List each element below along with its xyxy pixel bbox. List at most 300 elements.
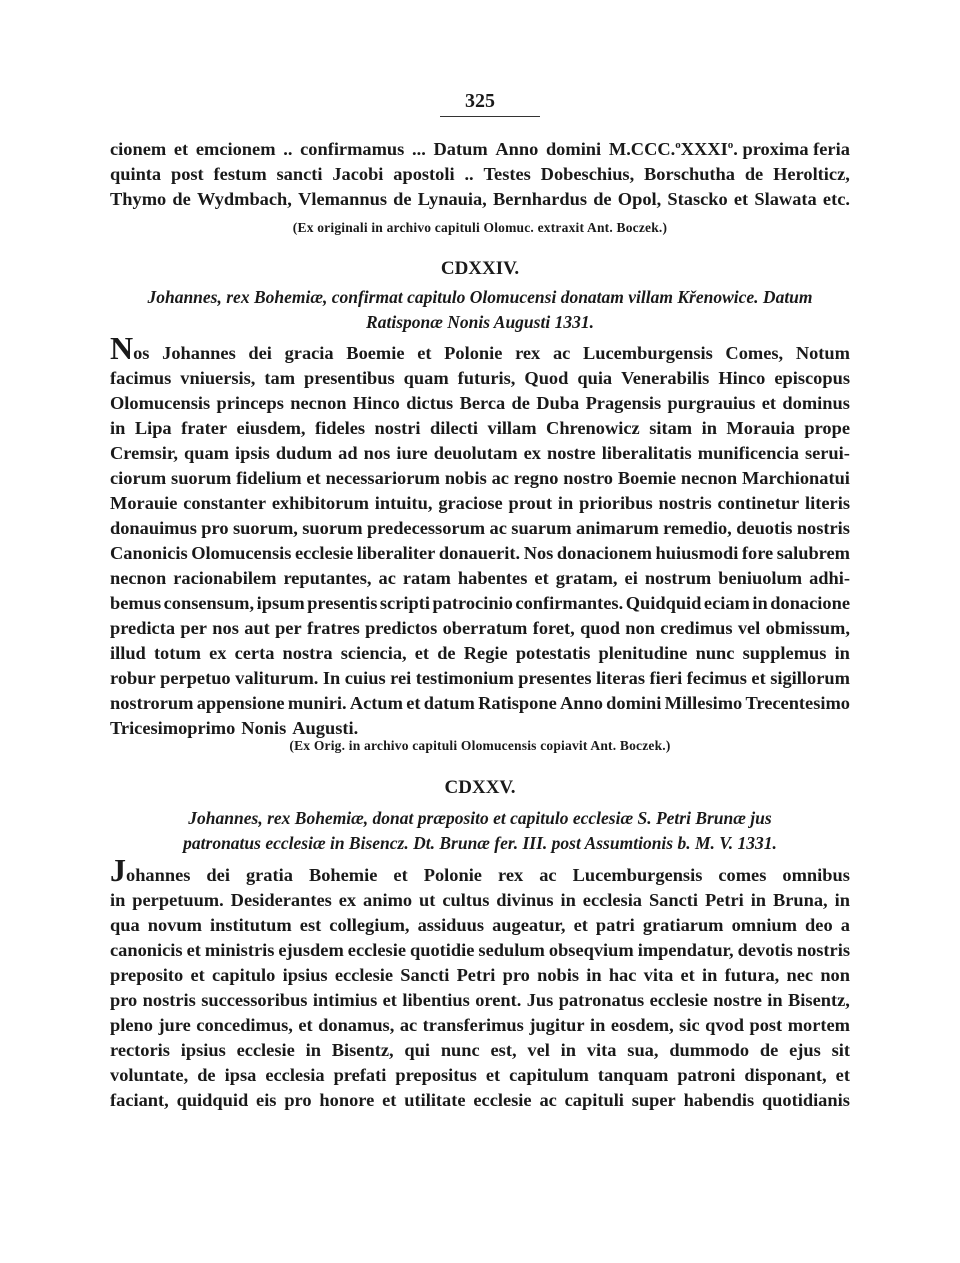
word: Slawata xyxy=(754,189,817,209)
word: Quidquid xyxy=(625,593,702,613)
word-group xyxy=(609,137,850,162)
word: certa xyxy=(234,643,275,663)
word: liberaliter xyxy=(356,543,436,563)
word: necnon xyxy=(110,568,167,588)
word: remedio, xyxy=(663,518,732,538)
word: sic xyxy=(679,1015,700,1035)
word: ac xyxy=(399,1015,418,1035)
drop-initial: N xyxy=(110,330,134,366)
word: omnibus xyxy=(782,865,850,885)
word: Olomucensis xyxy=(110,393,211,413)
word: ohannes xyxy=(126,865,191,885)
word: nostre xyxy=(713,990,762,1010)
word: Canonicis xyxy=(110,543,188,563)
word: continetur xyxy=(717,493,800,513)
word: in xyxy=(752,593,768,613)
word: gracia xyxy=(284,343,334,363)
word: Lipa xyxy=(134,418,172,438)
word: libentius xyxy=(402,990,470,1010)
word: Nos xyxy=(523,543,554,563)
doc-424-body xyxy=(110,330,850,741)
word: comes xyxy=(718,865,767,885)
word: graciose xyxy=(438,493,503,513)
word: suorum xyxy=(171,468,232,488)
word: Borschutha xyxy=(644,164,735,184)
word: et xyxy=(751,668,766,688)
word: datum xyxy=(423,693,475,713)
word: Nonis xyxy=(241,718,287,738)
word: salubrem xyxy=(776,543,850,563)
doc-425-body xyxy=(110,852,850,1113)
word: Boemie xyxy=(346,343,405,363)
body-line xyxy=(110,541,850,566)
word: dudum xyxy=(275,443,333,463)
word: quia xyxy=(577,368,613,388)
word: de xyxy=(511,393,530,413)
word: presentes xyxy=(518,668,592,688)
word: in xyxy=(557,493,574,513)
word: Petri xyxy=(704,890,744,910)
word: jugitur xyxy=(529,1015,585,1035)
word: Jacobi xyxy=(332,164,384,184)
word: et xyxy=(190,965,205,985)
word: Cremsir, xyxy=(110,443,178,463)
word: per xyxy=(275,618,302,638)
body-line xyxy=(110,666,850,691)
word: cionem xyxy=(110,139,167,159)
word: ex xyxy=(338,890,357,910)
word: animo xyxy=(363,890,413,910)
body-line xyxy=(110,516,850,541)
word: Boemie xyxy=(617,468,677,488)
word: exhibitorum xyxy=(271,493,369,513)
word: post xyxy=(749,1015,783,1035)
word: Lucemburgensis xyxy=(582,343,713,363)
word: in xyxy=(305,1040,321,1060)
word: Actum xyxy=(349,693,403,713)
word: consensum, xyxy=(163,593,255,613)
word: cuius xyxy=(344,668,386,688)
word: prefati xyxy=(333,1065,387,1085)
word: Petri xyxy=(456,965,496,985)
word: rex xyxy=(515,343,541,363)
word: collegium, xyxy=(329,915,410,935)
word: muniri. xyxy=(287,693,347,713)
word: et xyxy=(298,1015,313,1035)
word: etc. xyxy=(822,189,850,209)
word: et xyxy=(733,189,749,209)
word: a xyxy=(840,915,850,935)
word: os xyxy=(133,343,150,363)
word: in xyxy=(590,1015,606,1035)
word: confirmantes. xyxy=(515,593,624,613)
word: nec xyxy=(786,965,814,985)
intro-source-note: (Ex originali in archivo capituli Olomuc. extraxit Ant. Boczek.) xyxy=(292,220,668,235)
word: qua xyxy=(110,915,140,935)
word: et xyxy=(306,468,321,488)
word: Dobeschius, xyxy=(540,164,635,184)
body-line xyxy=(110,1088,850,1113)
doc-424-heading: CDXXIV. xyxy=(440,258,520,279)
word: donauimus xyxy=(110,518,197,538)
doc-424-caption-line-1: Johannes, rex Bohemiæ, confirmat capitulo Olomucensi donatam villam Křenowice. Datum xyxy=(147,287,813,307)
body-line xyxy=(110,913,850,938)
word: nostro xyxy=(563,468,613,488)
word: ejusdem xyxy=(278,940,344,960)
word: Chrenowicz xyxy=(546,418,640,438)
intro-text xyxy=(110,137,850,212)
word: ex xyxy=(209,643,227,663)
word: faciant, xyxy=(110,1090,169,1110)
word: tam xyxy=(264,368,296,388)
doc-425-caption-line-2: patronatus ecclesiæ in Bisencz. Dt. Brunæ fer. III. post Assumtionis b. M. V. 1331. xyxy=(183,833,777,853)
word: Augusti. xyxy=(292,718,359,738)
word: Millesimo xyxy=(664,693,743,713)
word: necnon xyxy=(290,393,347,413)
word: ecclesie xyxy=(347,940,406,960)
word: bemus xyxy=(110,593,162,613)
word: festum xyxy=(213,164,267,184)
word: Lucemburgensis xyxy=(572,865,703,885)
word: habentes xyxy=(457,568,528,588)
word: ad xyxy=(338,443,358,463)
word: eosdem, xyxy=(610,1015,674,1035)
word: et xyxy=(485,1065,501,1085)
word: Berca xyxy=(459,393,506,413)
word: Venerabilis xyxy=(621,368,710,388)
word: Polonie xyxy=(444,343,503,363)
word: Bisentz, xyxy=(331,1040,394,1060)
word: futura, xyxy=(724,965,780,985)
word: rex xyxy=(497,865,524,885)
body-line xyxy=(110,441,850,466)
word: in xyxy=(110,890,126,910)
word: foret, xyxy=(532,618,575,638)
page-number: 325 xyxy=(465,90,495,112)
word: divinus xyxy=(496,890,554,910)
word: nunc xyxy=(695,643,735,663)
word: Anno xyxy=(495,139,539,159)
word: adhi- xyxy=(809,568,850,588)
word: Desiderantes xyxy=(230,890,332,910)
word: ac xyxy=(378,568,396,588)
body-line xyxy=(110,1038,850,1063)
body-line xyxy=(110,988,850,1013)
word: fecimus xyxy=(686,668,747,688)
word: deuolutam xyxy=(433,443,518,463)
word: et xyxy=(534,568,549,588)
word: quam xyxy=(184,443,229,463)
word: sitam xyxy=(649,418,693,438)
word: omnium xyxy=(731,915,797,935)
word: habendis xyxy=(683,1090,755,1110)
word: in xyxy=(560,890,576,910)
word: novum xyxy=(147,915,202,935)
body-line xyxy=(110,852,850,888)
word: nostris xyxy=(796,518,850,538)
word: suarum xyxy=(511,518,572,538)
word: constanter xyxy=(183,493,266,513)
word: prope xyxy=(804,418,850,438)
word: ecclesia xyxy=(582,890,643,910)
word: valiturum. xyxy=(235,668,319,688)
word: aut xyxy=(244,618,270,638)
word-with-initial xyxy=(110,330,150,366)
word: ecclesie xyxy=(236,1040,295,1060)
word: capitulo xyxy=(212,965,276,985)
word: Jus xyxy=(526,990,554,1010)
word: ecclesia xyxy=(265,1065,325,1085)
word: munificencia xyxy=(697,443,799,463)
word: liberalitatis xyxy=(601,443,692,463)
word: Notum xyxy=(795,343,850,363)
word: fideles xyxy=(315,418,366,438)
word: ei xyxy=(624,568,638,588)
word: Morauie xyxy=(110,493,178,513)
word: potestatis xyxy=(515,643,591,663)
word: et xyxy=(173,139,189,159)
word: ac xyxy=(491,468,509,488)
word: nobis xyxy=(537,965,580,985)
word: nos xyxy=(212,618,239,638)
word: donacione xyxy=(770,593,850,613)
word: in xyxy=(110,418,126,438)
word: rei xyxy=(390,668,412,688)
word: ecclesie xyxy=(473,1090,532,1110)
word: quam xyxy=(403,368,449,388)
word: nostra xyxy=(282,643,333,663)
doc-424-caption-line-2: Ratisponæ Nonis Augusti 1331. xyxy=(366,312,594,332)
word: rectoris xyxy=(110,1040,170,1060)
word: Johannes xyxy=(162,343,236,363)
word: et xyxy=(393,865,408,885)
word: successoribus xyxy=(201,990,308,1010)
word: Ratispone xyxy=(478,693,557,713)
word: ipsum xyxy=(256,593,305,613)
word: de xyxy=(172,189,191,209)
word: et xyxy=(414,643,430,663)
word: in xyxy=(586,965,602,985)
body-line xyxy=(110,938,850,963)
word: ejus xyxy=(789,1040,821,1060)
word: vita xyxy=(586,1040,617,1060)
word: gratam, xyxy=(555,568,618,588)
word: dominus xyxy=(782,393,850,413)
doc-425-caption xyxy=(110,806,850,856)
body-line xyxy=(110,1063,850,1088)
word: Opol, xyxy=(617,189,662,209)
word: mortem xyxy=(787,1015,850,1035)
word: eis xyxy=(256,1090,277,1110)
word: Hinco xyxy=(352,393,400,413)
word: fratres xyxy=(306,618,360,638)
word: Bisentz, xyxy=(788,990,850,1010)
word: .. xyxy=(283,139,293,159)
word: nostris xyxy=(796,940,850,960)
word: credimus xyxy=(660,618,733,638)
word: ratam xyxy=(402,568,451,588)
body-line xyxy=(110,616,850,641)
word: obseqvium xyxy=(548,940,634,960)
doc-425-heading: CDXXV. xyxy=(444,777,516,798)
word: nobis xyxy=(444,468,487,488)
word: Thymo xyxy=(110,189,167,209)
word: obmissum, xyxy=(765,618,850,638)
body-line xyxy=(110,366,850,391)
body-line xyxy=(110,591,850,616)
word: princeps xyxy=(216,393,284,413)
word: predecessorum xyxy=(366,518,486,538)
word: Regie xyxy=(463,643,508,663)
word: et xyxy=(417,343,432,363)
word: ipsius xyxy=(282,965,328,985)
word: et xyxy=(382,1090,397,1110)
word: M.CCC. xyxy=(608,139,676,159)
body-line xyxy=(110,641,850,666)
word: tanquam xyxy=(597,1065,669,1085)
doc-424-caption xyxy=(110,285,850,335)
word: non xyxy=(820,965,850,985)
word: dummodo xyxy=(669,1040,750,1060)
word: et xyxy=(573,915,588,935)
word: presentibus xyxy=(304,368,395,388)
word: transferimus xyxy=(422,1015,524,1035)
word: ministris xyxy=(204,940,275,960)
word: nostris xyxy=(658,493,712,513)
word: voluntate, xyxy=(110,1065,189,1085)
word: et xyxy=(761,393,777,413)
word: serui- xyxy=(804,443,850,463)
word: totum xyxy=(153,643,201,663)
word: donauerit. xyxy=(438,543,521,563)
word: de xyxy=(197,1065,216,1085)
word: hac xyxy=(608,965,637,985)
word: suorum xyxy=(302,518,363,538)
word: post xyxy=(170,164,204,184)
word: ac xyxy=(552,343,571,363)
word: et xyxy=(186,940,201,960)
word: de xyxy=(759,1040,779,1060)
word: sancti xyxy=(276,164,323,184)
body-line xyxy=(110,691,850,716)
word: Hinco xyxy=(718,368,766,388)
word: . proxima feria xyxy=(733,139,850,159)
body-line xyxy=(110,391,850,416)
word: Bernhardus xyxy=(492,189,587,209)
word: in xyxy=(767,990,783,1010)
word: oberratum xyxy=(442,618,528,638)
word: pleno xyxy=(110,1015,153,1035)
word: Olomucensis xyxy=(191,543,292,563)
word: perpetuo xyxy=(160,668,231,688)
word: regno xyxy=(513,468,559,488)
word: reputantes, xyxy=(283,568,372,588)
word: XXXI xyxy=(680,139,728,159)
body-line xyxy=(110,416,850,441)
word: suorum, xyxy=(232,518,298,538)
word: ipsis xyxy=(235,443,270,463)
word: Polonie xyxy=(423,865,482,885)
word: de xyxy=(744,164,764,184)
word: perpetuum. xyxy=(132,890,224,910)
word: nos xyxy=(363,443,391,463)
word: purgrauius xyxy=(667,393,756,413)
word: de xyxy=(437,643,456,663)
word: vel xyxy=(527,1040,550,1060)
intro-line-1 xyxy=(110,137,850,162)
word: pro xyxy=(110,990,138,1010)
word: cultus xyxy=(442,890,490,910)
word: vita xyxy=(643,965,674,985)
word: prepositus xyxy=(395,1065,477,1085)
word: et xyxy=(406,693,421,713)
word: deuotis xyxy=(736,518,793,538)
word: Tricesimoprimo xyxy=(110,718,236,738)
word: Datum xyxy=(433,139,488,159)
word: patroni xyxy=(677,1065,736,1085)
word: presentis xyxy=(307,593,378,613)
word: Sancti xyxy=(648,890,699,910)
word: et xyxy=(680,965,695,985)
word: ciorum xyxy=(110,468,167,488)
word: in xyxy=(701,418,717,438)
word: disponant, xyxy=(744,1065,827,1085)
word: qvod xyxy=(705,1015,744,1035)
word: Bruna, xyxy=(772,890,828,910)
word: ex xyxy=(523,443,541,463)
word: ecclesie xyxy=(649,990,708,1010)
word: de xyxy=(593,189,612,209)
word: sigillorum xyxy=(770,668,850,688)
word: utilitate xyxy=(404,1090,466,1110)
word: robur xyxy=(110,668,156,688)
word: gratiarum xyxy=(642,915,724,935)
word: orent. xyxy=(475,990,522,1010)
word: literis xyxy=(805,493,850,513)
word: augeatur, xyxy=(492,915,566,935)
body-line xyxy=(110,491,850,516)
word: episcopus xyxy=(774,368,850,388)
word: ac xyxy=(539,1090,557,1110)
word: ac xyxy=(489,518,507,538)
word: Trecentesimo xyxy=(745,693,850,713)
word: in xyxy=(750,890,767,910)
word: concedimus, xyxy=(196,1015,293,1035)
word: illud xyxy=(110,643,146,663)
word: pro xyxy=(201,518,229,538)
word: necessariorum xyxy=(325,468,440,488)
word: beniuolum xyxy=(718,568,803,588)
word: Comes, xyxy=(725,343,784,363)
word: In xyxy=(322,668,341,688)
word: animarum xyxy=(576,518,659,538)
word: racionabilem xyxy=(173,568,277,588)
word: intuitu, xyxy=(374,493,433,513)
word: sua, xyxy=(627,1040,659,1060)
word: eciam xyxy=(703,593,750,613)
word: deo xyxy=(805,915,833,935)
word: nostre xyxy=(547,443,596,463)
word: domini xyxy=(606,693,662,713)
word: sit xyxy=(831,1040,850,1060)
word: quotidianis xyxy=(761,1090,850,1110)
word: Duba xyxy=(536,393,580,413)
word: dei xyxy=(206,865,230,885)
word: intimius xyxy=(312,990,378,1010)
word: Quod xyxy=(524,368,569,388)
word: Sancti xyxy=(400,965,450,985)
word: ... xyxy=(412,139,426,159)
